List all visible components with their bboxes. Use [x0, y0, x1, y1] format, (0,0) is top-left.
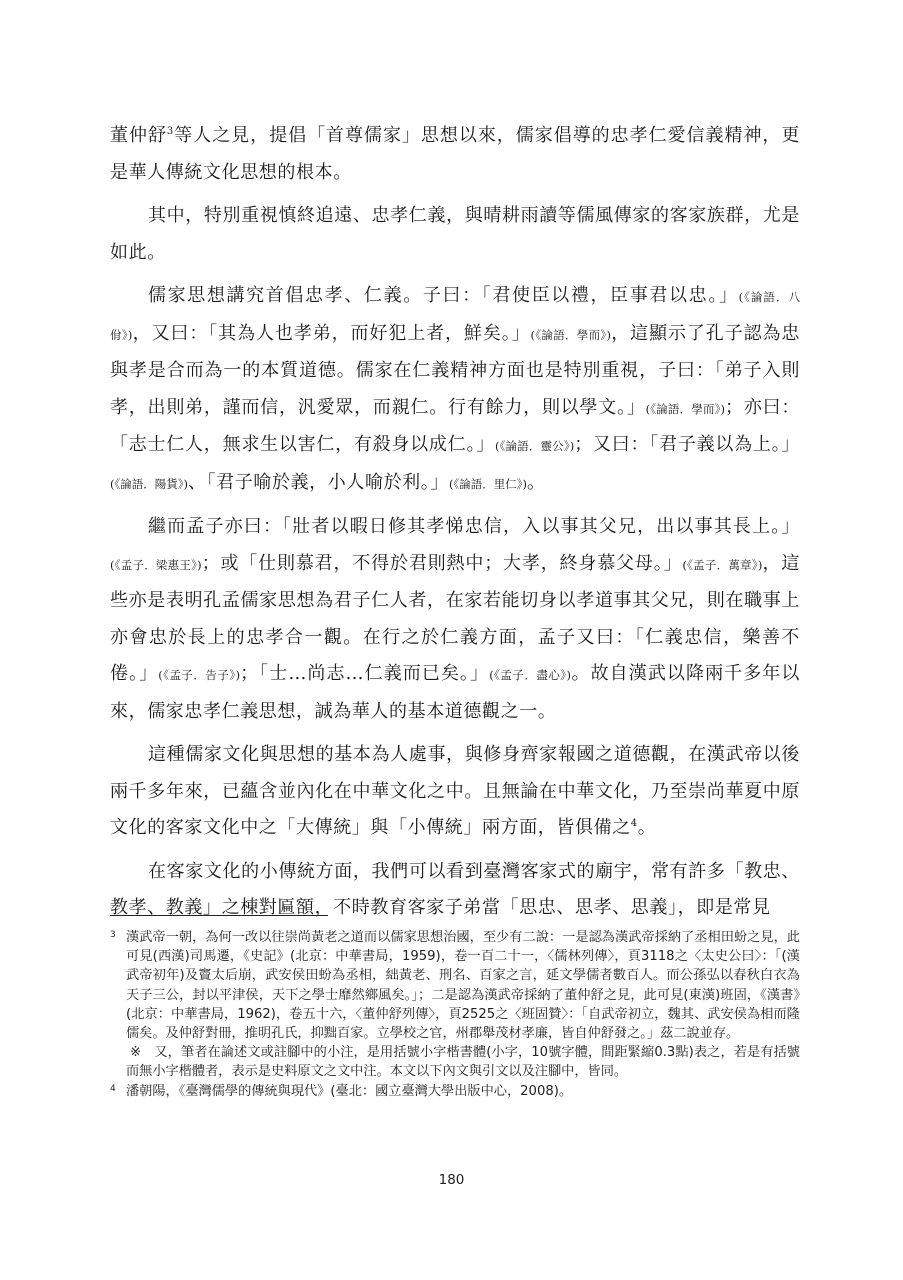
text-run: ；亦曰：「志士仁人，無求生以害仁，有殺身以成仁。」: [110, 396, 800, 455]
citation: (《孟子．萬章》): [682, 557, 763, 572]
text-run: ，這顯示了孔子認為忠與孝是合而為一的本質道德。儒家在仁義精神方面也是特別重視，子曰：「弟子入則孝，出則弟，謹而信，汎愛眾，而親仁。行有餘力，則以學文。」: [110, 322, 800, 418]
citation: (《論語．八佾》): [110, 290, 800, 342]
footnote-3: [110, 928, 800, 1043]
citation: (《孟子．盡心》): [489, 668, 572, 682]
footnote-mark: 3: [110, 930, 116, 940]
main-text: [110, 118, 800, 934]
text-run: 這種儒家文化與思想的基本為人處事，與修身齊家報國之道德觀，在漢武帝以後兩千多年來，已蘊含並內化在中華文化之中。且無論在中華文化，乃至崇尚華夏中原文化的客家文化中之「大傳統」與「小傳統」兩方面，皆俱備之: [110, 744, 800, 838]
text-run: 董仲舒: [110, 125, 167, 146]
footnote-4: [110, 1082, 800, 1101]
footnote-separator: [110, 915, 328, 916]
paragraph-1: [110, 118, 800, 191]
text-run: ；或「仕則慕君，不得於君則熱中；大孝，終身慕父母。」: [201, 552, 683, 574]
footnote-text: 漢武帝一朝，為何一改以往崇尚黃老之道而以儒家思想治國，至少有二說：一是認為漢武帝採納了丞相田蚡之見，此可見(西漢)司馬遷，《史記》(北京：中華書局，1959)，卷一百二十一，〈儒林列傳〉，頁3118之〈太史公曰〉：「(漢武帝初年)及竇太后崩，武安侯田蚡為丞相，絀黃老、刑名、百家之言，延文學儒者數百人。而公孫弘以春秋白衣為天子三公，封以平津侯，天下之學士靡然鄉風矣。」；二是認為漢武帝採納了董仲舒之見，此可見(東漢)班固，《漢書》(北京：中華書局，1962)，卷五十六，〈董仲舒列傳〉，頁2525之〈班固贊〉：「自武帝初立，魏其、武安侯為相而隆儒矣。及仲舒對冊，推明孔氏，抑黜百家。立學校之官，州郡舉茂材孝廉，皆自仲舒發之。」茲二說並存。: [126, 930, 800, 1042]
citation: (《論語．里仁》): [448, 476, 527, 491]
text-run: 、「君子喻於義，小人喻於利。」: [187, 471, 449, 493]
text-run: 繼而孟子亦曰：「壯者以暇日修其孝悌忠信，入以事其父兄，出以事其長上。」: [148, 516, 800, 537]
text-run: ；又曰：「君子義以為上。」: [574, 434, 800, 455]
text-run: 。故自漢武以降兩千多年以來，儒家忠孝仁義思想，誠為華人的基本道德觀之一。: [110, 663, 800, 722]
text-run: ，又曰：「其為人也孝弟，而好犯上者，鮮矣。」: [132, 322, 531, 344]
page-number: 180: [438, 1172, 465, 1188]
paragraph-4: [110, 509, 800, 730]
citation: (《論語．學而》): [530, 327, 611, 342]
footnote-ref-3[interactable]: 3: [166, 126, 174, 137]
citation: (《論語．陽貨》): [110, 476, 188, 491]
paragraph-5: [110, 737, 800, 847]
footnote-ref-4[interactable]: 4: [630, 818, 638, 829]
text-run: 。: [637, 817, 657, 838]
text-run: 。: [526, 471, 546, 493]
paragraph-3: [110, 278, 800, 502]
citation: (《論語．靈公》): [494, 439, 575, 453]
citation: (《孟子．告子》): [158, 668, 241, 682]
footnote-mark: 4: [110, 1083, 116, 1094]
text-run: ，這些亦是表明孔孟儒家思想為君子仁人者，在家若能切身以孝道事其父兄，則在職事上亦會忠於長上的忠孝合一觀。在行之於仁義方面，孟子又曰：「仁義忠信，樂善不倦。」: [110, 552, 800, 684]
footnotes: [110, 928, 800, 1101]
text-run: 儒家思想講究首倡忠孝、仁義。子曰：「君使臣以禮，臣事君以忠。」: [148, 285, 739, 306]
text-run: 等人之見，提倡「首尊儒家」思想以來，儒家倡導的忠孝仁愛信義精神，更是華人傳統文化思想的根本。: [110, 125, 800, 183]
paragraph-2: 其中，特別重視慎終追遠、忠孝仁義，與晴耕雨讀等儒風傳家的客家族群，尤是如此。: [110, 205, 800, 263]
citation: (《論語．學而》): [645, 401, 726, 416]
paragraph-6: 在客家文化的小傳統方面，我們可以看到臺灣客家式的廟宇，常有許多「教忠、教孝、教義」之棟對匾額，不時教育客家子弟當「思忠、思孝、思義」，即是常見: [110, 860, 800, 918]
citation: (《孟子．梁惠王》): [110, 557, 202, 572]
footnote-text: 潘朝陽，《臺灣儒學的傳統與現代》(臺北：國立臺灣大學出版中心，2008)。: [126, 1083, 573, 1099]
footnote-3-note: ※ 又，筆者在論述文或註腳中的小注，是用括號小字楷書體(小字，10號字體，間距緊縮0.3點)表之，若是有括號而無小字楷體者，表示是史料原文之文中注。本文以下內文與引文以及注腳中，皆同。: [126, 1045, 800, 1080]
text-run: ；「士…尚志…仁義而已矣。」: [240, 663, 490, 684]
